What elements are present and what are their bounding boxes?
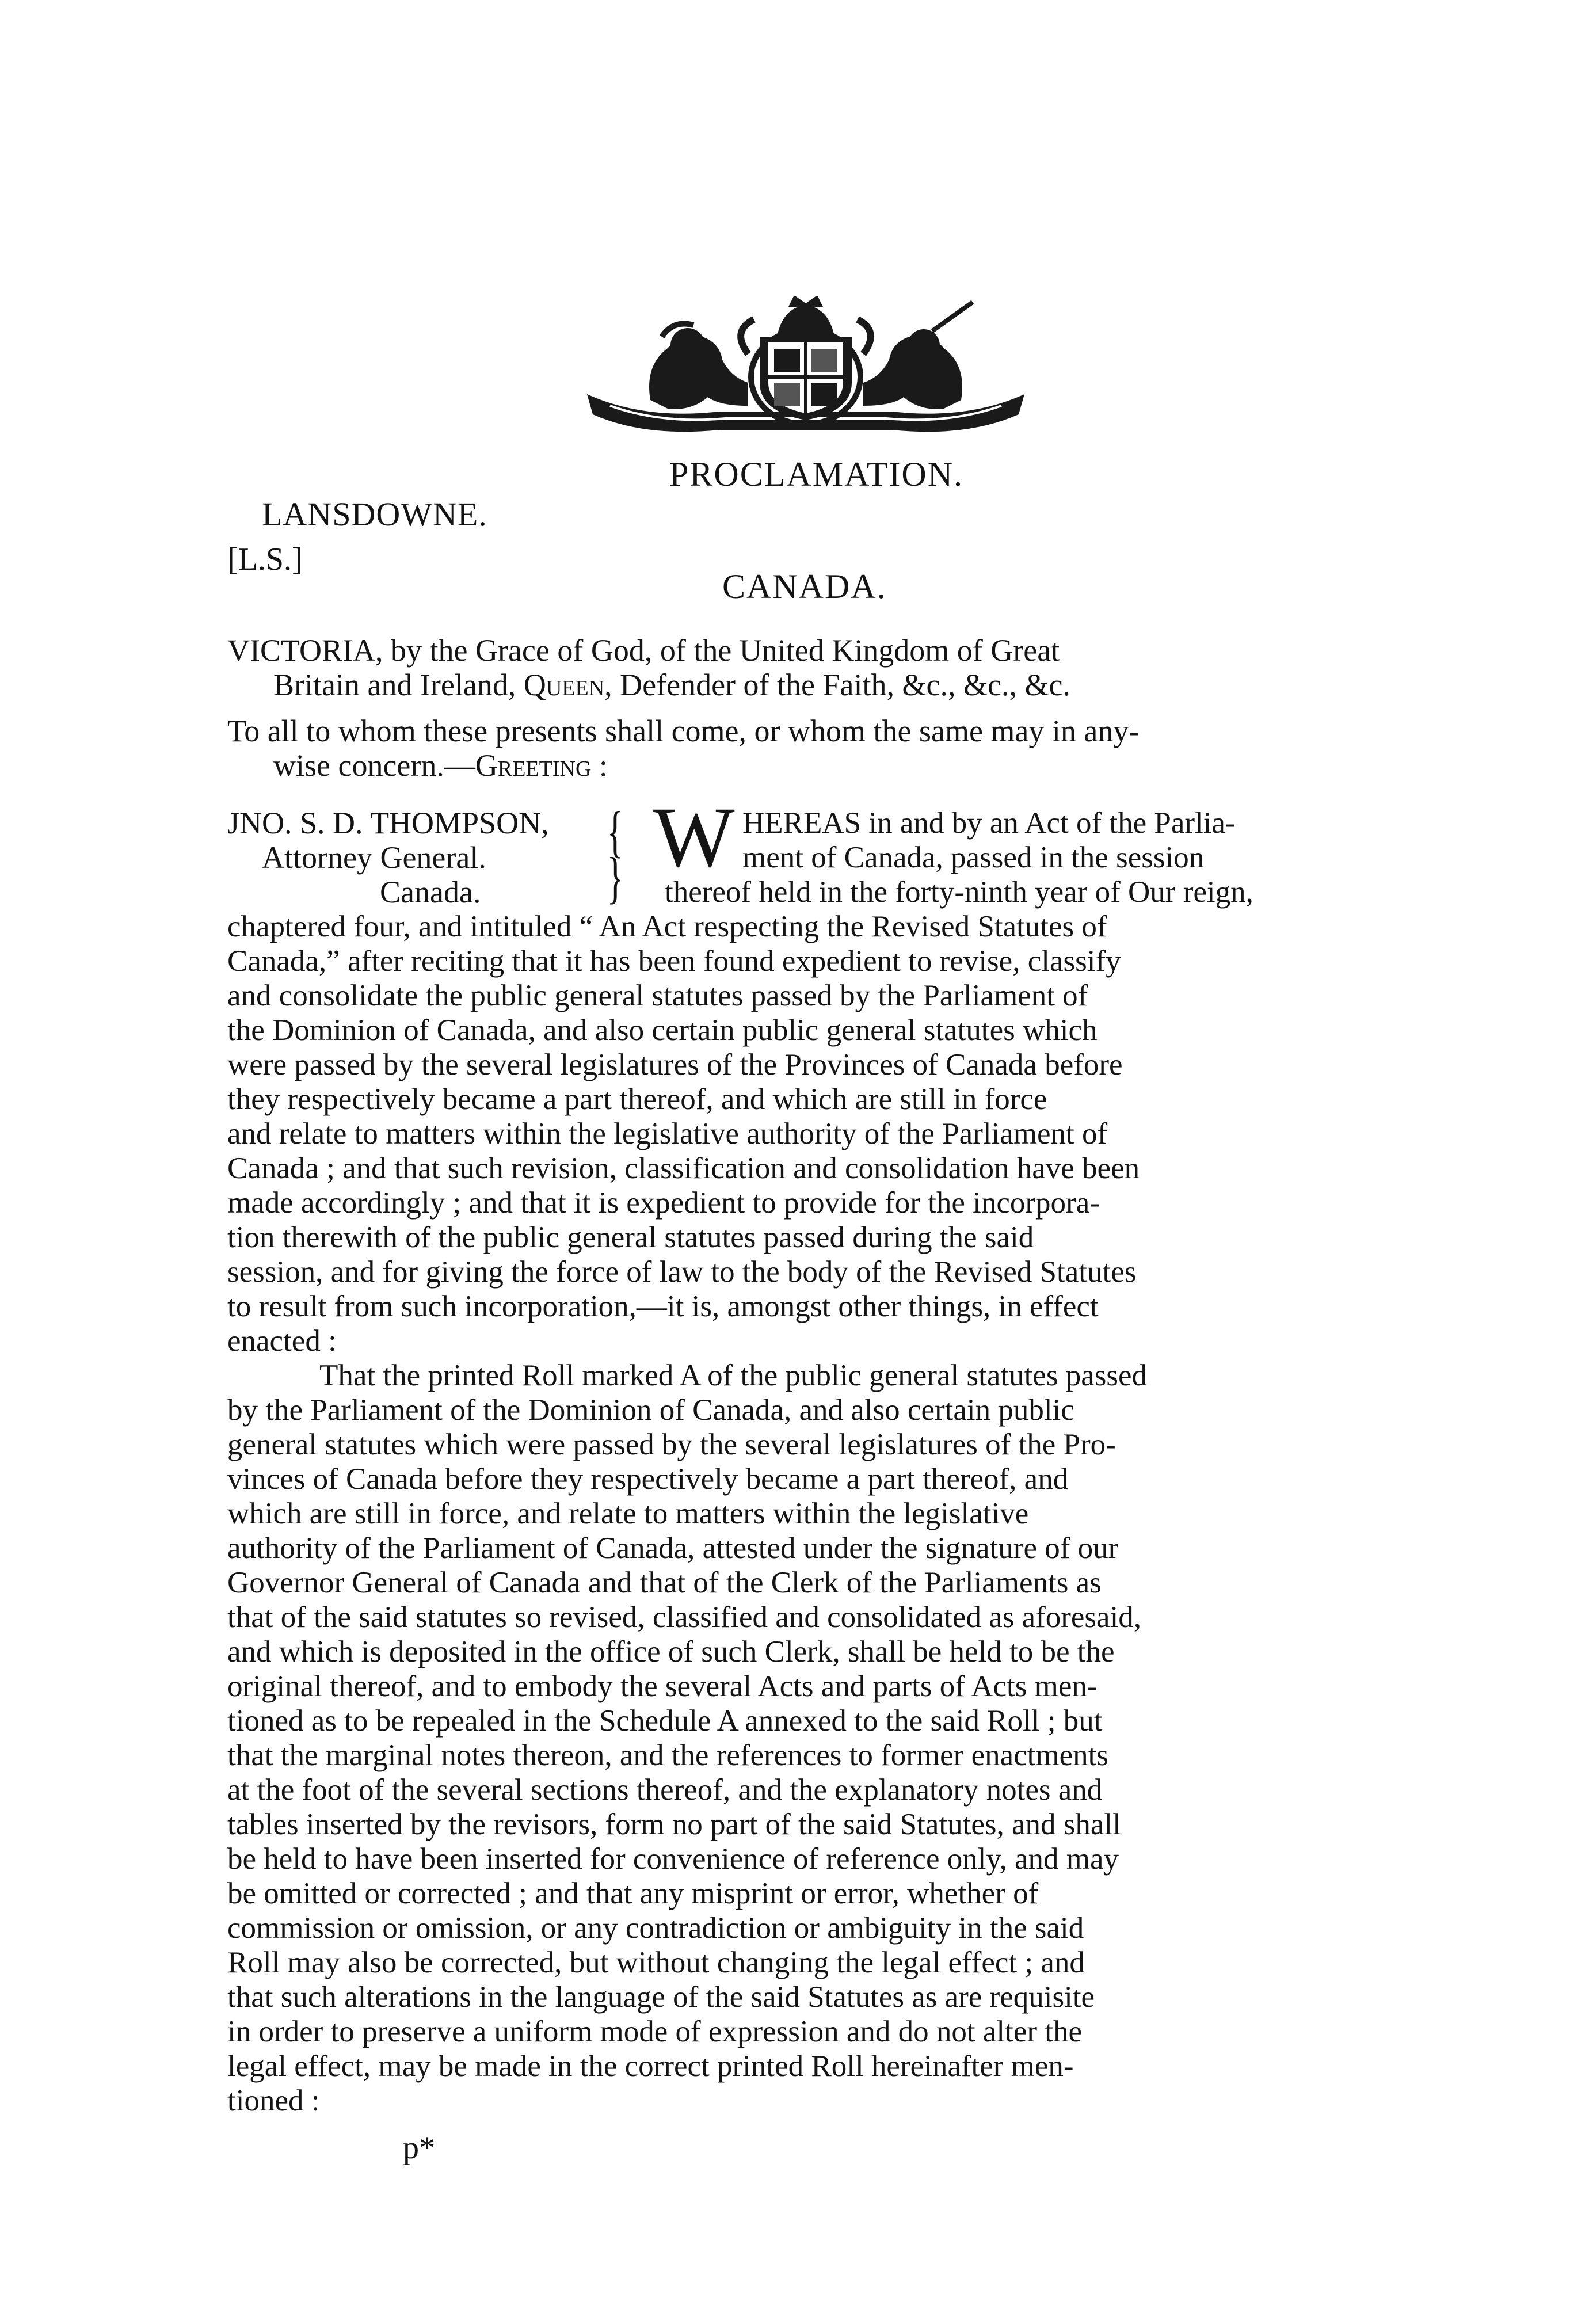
body-line: to result from such incorporation,—it is, amongst other things, in effect [227,1290,1099,1323]
preamble-line-1: VICTORIA, by the Grace of God, of the United Kingdom of Great [227,633,1060,668]
preamble-line-4: wise concern.—Greeting : [273,748,608,783]
body-line: tables inserted by the revisors, form no part of the said Statutes, and shall [227,1808,1121,1841]
brace-icon-lower: } [607,845,624,909]
body-line: Canada ; and that such revision, classification and consolidation have been [227,1152,1140,1185]
queen-title: Queen [523,668,605,702]
body-line: tion therewith of the public general statutes passed during the said [227,1221,1034,1254]
body-line: and consolidate the public general statutes passed by the Parliament of [227,979,1088,1012]
body-line: and relate to matters within the legislative authority of the Parliament of [227,1117,1108,1150]
body-line: tioned as to be repealed in the Schedule A annexed to the said Roll ; but [227,1704,1103,1738]
body-line: ment of Canada, passed in the session [742,841,1205,874]
body-line: at the foot of the several sections thereof, and the explanatory notes and [227,1773,1103,1807]
body-line: in order to preserve a uniform mode of expression and do not alter the [227,2015,1083,2048]
body-line: Roll may also be corrected, but without changing the legal effect ; and [227,1946,1085,1979]
body-line: thereof held in the forty-ninth year of Our reign, [665,875,1253,909]
body-line: general statutes which were passed by the several legislatures of the Pro- [227,1428,1116,1461]
body-line: enacted : [227,1324,337,1358]
body-line: that of the said statutes so revised, classified and consolidated as aforesaid, [227,1601,1142,1634]
body-line: which are still in force, and relate to matters within the legislative [227,1497,1029,1530]
signature-mark: p* [403,2130,435,2166]
signatory-name: LANSDOWNE. [262,496,487,533]
body-line: they respectively became a part thereof, and which are still in force [227,1083,1047,1116]
body-line: be held to have been inserted for convenience of reference only, and may [227,1842,1119,1876]
body-line: chaptered four, and intituled “ An Act respecting the Revised Statutes of [227,910,1107,943]
preamble-line-3: To all to whom these presents shall come, or whom the same may in any- [227,714,1140,748]
greeting-word: Greeting [475,748,592,783]
body-line: tioned : [227,2084,320,2117]
body-line: vinces of Canada before they respectively became a part thereof, and [227,1462,1069,1496]
body-line: Governor General of Canada and that of the Clerk of the Parliaments as [227,1566,1102,1599]
seal-mark: [L.S.] [227,542,303,577]
body-line: by the Parliament of the Dominion of Canada, and also certain public [227,1393,1074,1427]
body-line: original thereof, and to embody the several Acts and parts of Acts men- [227,1670,1098,1703]
countersign-title: Attorney General. [262,840,486,875]
body-line: and which is deposited in the office of such Clerk, shall be held to be the [227,1635,1115,1668]
body-line: that such alterations in the language of the said Statutes as are requisite [227,1980,1095,2014]
body-line: That the printed Roll marked A of the public general statutes passed [319,1359,1147,1392]
body-line: were passed by the several legislatures of the Provinces of Canada before [227,1048,1123,1081]
body-line: made accordingly ; and that it is expedient to provide for the incorpora- [227,1186,1100,1220]
body-line: legal effect, may be made in the correct printed Roll hereinafter men- [227,2049,1074,2083]
body-line: authority of the Parliament of Canada, attested under the signature of our [227,1531,1119,1565]
drop-cap: W [653,790,735,885]
body-line: HEREAS in and by an Act of the Parlia- [742,806,1236,840]
body-line: the Dominion of Canada, and also certain public general statutes which [227,1014,1098,1047]
body-line: commission or omission, or any contradiction or ambiguity in the said [227,1911,1084,1945]
body-line: be omitted or corrected ; and that any misprint or error, whether of [227,1877,1039,1910]
body-line: Canada,” after reciting that it has been found expedient to revise, classify [227,944,1121,978]
preamble-line-2: Britain and Ireland, Queen, Defender of the Faith, &c., &c., &c. [273,668,1070,702]
proclamation-title: PROCLAMATION. [669,455,964,493]
body-line: session, and for giving the force of law to the body of the Revised Statutes [227,1255,1137,1289]
countersign-place: Canada. [380,875,481,909]
royal-coat-of-arms-icon [576,296,1036,446]
countersign-name: JNO. S. D. THOMPSON, [227,806,549,840]
country-heading: CANADA. [722,567,887,605]
brace-icon: { [607,799,624,863]
body-line: that the marginal notes thereon, and the references to former enactments [227,1739,1108,1772]
